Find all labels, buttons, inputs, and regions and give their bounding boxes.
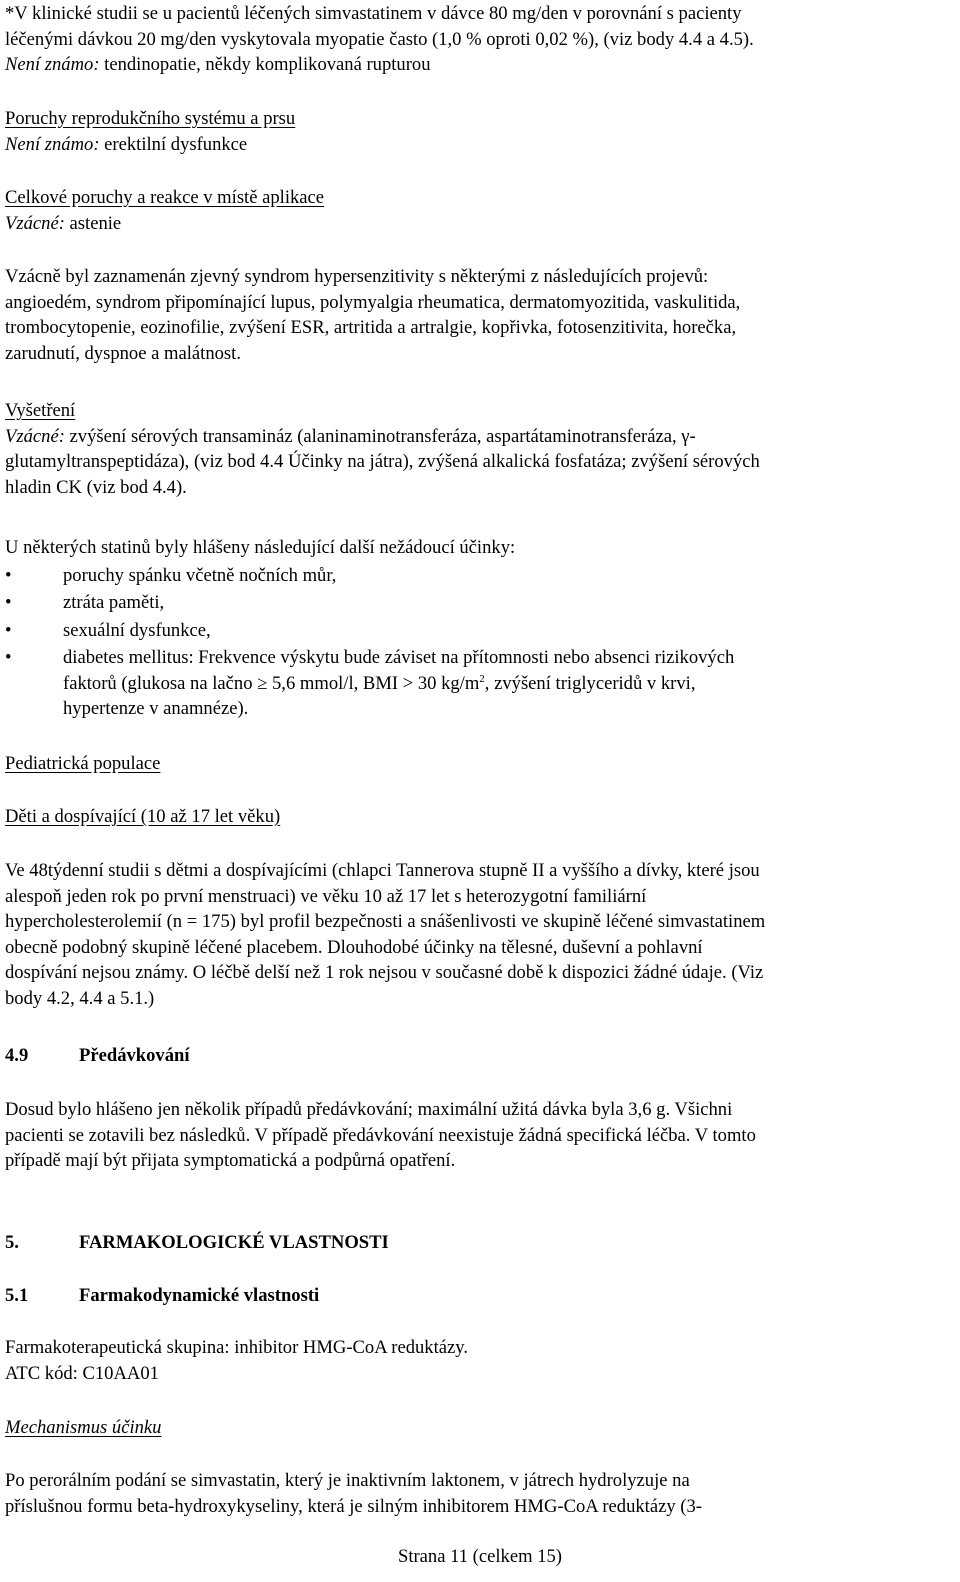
section-heading: Poruchy reprodukčního systému a prsu (5, 108, 296, 129)
page-footer: Strana 11 (celkem 15) (397, 1546, 562, 1567)
text-line: Dosud bylo hlášeno jen několik případů předávkování; maximální užitá dávka byla 3,6 g. Všichni (5, 1099, 733, 1120)
list-item (5, 618, 950, 644)
list-item (5, 563, 950, 589)
section51-heading (5, 1283, 319, 1309)
text-line: body 4.2, 4.4 a 5.1.) (5, 987, 155, 1009)
greater-equal-symbol: ≥ (257, 672, 268, 694)
list-item-text: hypertenze v anamnéze). (63, 698, 249, 719)
text-line (5, 211, 950, 237)
text-line: glutamyltranspeptidáza), (viz bod 4.4 Účinky na játra), zvýšená alkalická fosfatáza; zvýšení sérových (5, 451, 760, 472)
frequency-text: astenie (64, 212, 122, 234)
text-line: Ve 48týdenní studii s dětmi a dospívajícími (chlapci Tannerova stupně II a vyššího a dívky, které jsou (5, 860, 760, 881)
pediatric-subheading-block (5, 804, 950, 830)
section-number: 5. (5, 1232, 19, 1253)
section51-details (5, 1335, 950, 1386)
bullet-icon: • (5, 564, 12, 586)
bullet-icon: • (5, 647, 12, 668)
subsection-heading: Děti a dospívající (10 až 17 let věku) (5, 806, 281, 827)
frequency-text: erektilní dysfunkce (99, 133, 248, 155)
text-line: trombocytopenie, eozinofilie, zvýšení ESR, artritida a artralgie, kopřivka, fotosenzitivita, horečka, (5, 317, 737, 338)
text-fragment: , zvýšení triglyceridů v krvi, (484, 672, 696, 694)
frequency-label: Vzácné: (5, 212, 65, 234)
text-line: pacienti se zotavili bez následků. V případě předávkování neexistuje žádná specifická léčba. V tomto (5, 1124, 756, 1146)
text-line: léčenými dávkou 20 mg/den vyskytovala myopatie často (1,0 % oproti 0,02 %), (viz body 4.4 a 4.5). (5, 28, 754, 50)
list-item-text: diabetes mellitus: Frekvence výskytu bude záviset na přítomnosti nebo absenci rizikových (63, 647, 735, 668)
text-line: alespoň jeden rok po první menstruaci) ve věku 10 až 17 let s heterozygotní familiární (5, 885, 647, 907)
general-disorders-section (5, 185, 950, 236)
frequency-text: tendinopatie, někdy komplikovaná rupturou (99, 54, 431, 75)
section-heading: Celkové poruchy a reakce v místě aplikace (5, 187, 325, 208)
list-item-text: poruchy spánku včetně nočních můr, (63, 564, 337, 586)
text-fragment: faktorů (glukosa na lačno (63, 672, 258, 694)
frequency-label: Vzácné: (5, 425, 65, 447)
section-title: FARMAKOLOGICKÉ VLASTNOSTI (79, 1232, 389, 1253)
list-item (5, 645, 950, 722)
text-line: příslušnou formu beta-hydroxykyseliny, která je silným inhibitorem HMG-CoA reduktázy (3- (5, 1495, 702, 1517)
text-line: případě mají být přijata symptomatická a podpůrná opatření. (5, 1150, 456, 1171)
text-line: hypercholesterolemií (n = 175) byl profil bezpečnosti a snášenlivosti ve skupině léčené simvastatinem (5, 911, 766, 932)
frequency-label: Není známo: (5, 54, 100, 75)
text-line: hladin CK (viz bod 4.4). (5, 476, 187, 498)
mechanism-heading-block (5, 1415, 950, 1441)
reproductive-section (5, 106, 950, 157)
list-item (5, 590, 950, 616)
text-line: dospívání nejsou známy. O léčbě delší než 1 rok nejsou v současné době k dispozici žádné údaje. (Viz (5, 962, 764, 983)
section5-heading (5, 1230, 389, 1256)
text-line: Vzácně byl zaznamenán zjevný syndrom hypersenzitivity s některými z následujících projevů: (5, 266, 709, 287)
text-line (5, 132, 950, 158)
overdose-paragraph (5, 1097, 950, 1174)
mechanism-paragraph (5, 1468, 950, 1519)
text-line (5, 424, 950, 450)
atc-code: ATC kód: C10AA01 (5, 1362, 159, 1384)
text-line: U některých statinů byly hlášeny následující další nežádoucí účinky: (5, 537, 516, 558)
overdose-heading (5, 1043, 190, 1069)
section-heading: Pediatrická populace (5, 753, 161, 774)
text-fragment: 5,6 mmol/l, BMI > 30 kg/m (267, 672, 480, 694)
statins-section (5, 535, 950, 722)
bullet-icon: • (5, 592, 12, 613)
section-title: Farmakodynamické vlastnosti (79, 1285, 320, 1306)
text-line: *V klinické studii se u pacientů léčených simvastatinem v dávce 80 mg/den v porovnání s pacienty (5, 3, 742, 24)
superscript: 2 (479, 672, 485, 685)
text-line (5, 52, 950, 78)
section-heading: Vyšetření (5, 400, 76, 421)
frequency-text: zvýšení sérových transamináz (alaninaminotransferáza, aspartátaminotransferáza, γ- (64, 425, 696, 447)
text-line: zarudnutí, dyspnoe a malátnost. (5, 342, 241, 364)
hypersensitivity-paragraph (5, 264, 950, 366)
pediatric-heading-block (5, 751, 950, 777)
list-item-text: sexuální dysfunkce, (63, 619, 211, 641)
list-item-text: ztráta paměti, (63, 592, 165, 613)
text-line: obecně podobný skupině léčené placebem. Dlouhodobé účinky na tělesné, duševní a pohlavní (5, 936, 703, 958)
list-item-text (63, 671, 950, 697)
text-line: angioedém, syndrom připomínající lupus, polymyalgia rheumatica, dermatomyozitida, vaskulitida, (5, 291, 741, 313)
bullet-icon: • (5, 619, 12, 641)
frequency-label: Není známo: (5, 133, 100, 155)
section-number: 5.1 (5, 1285, 29, 1306)
pharmacotherapeutic-group: Farmakoterapeutická skupina: inhibitor HMG-CoA reduktázy. (5, 1337, 469, 1358)
investigations-section (5, 398, 950, 500)
text-line: Po perorálním podání se simvastatin, který je inaktivním laktonem, v játrech hydrolyzuje na (5, 1470, 690, 1491)
section-heading: Mechanismus účinku (5, 1417, 162, 1438)
section-number: 4.9 (5, 1045, 29, 1066)
pediatric-paragraph (5, 858, 950, 1011)
myopathy-note (5, 1, 950, 78)
section-title: Předávkování (79, 1045, 190, 1066)
